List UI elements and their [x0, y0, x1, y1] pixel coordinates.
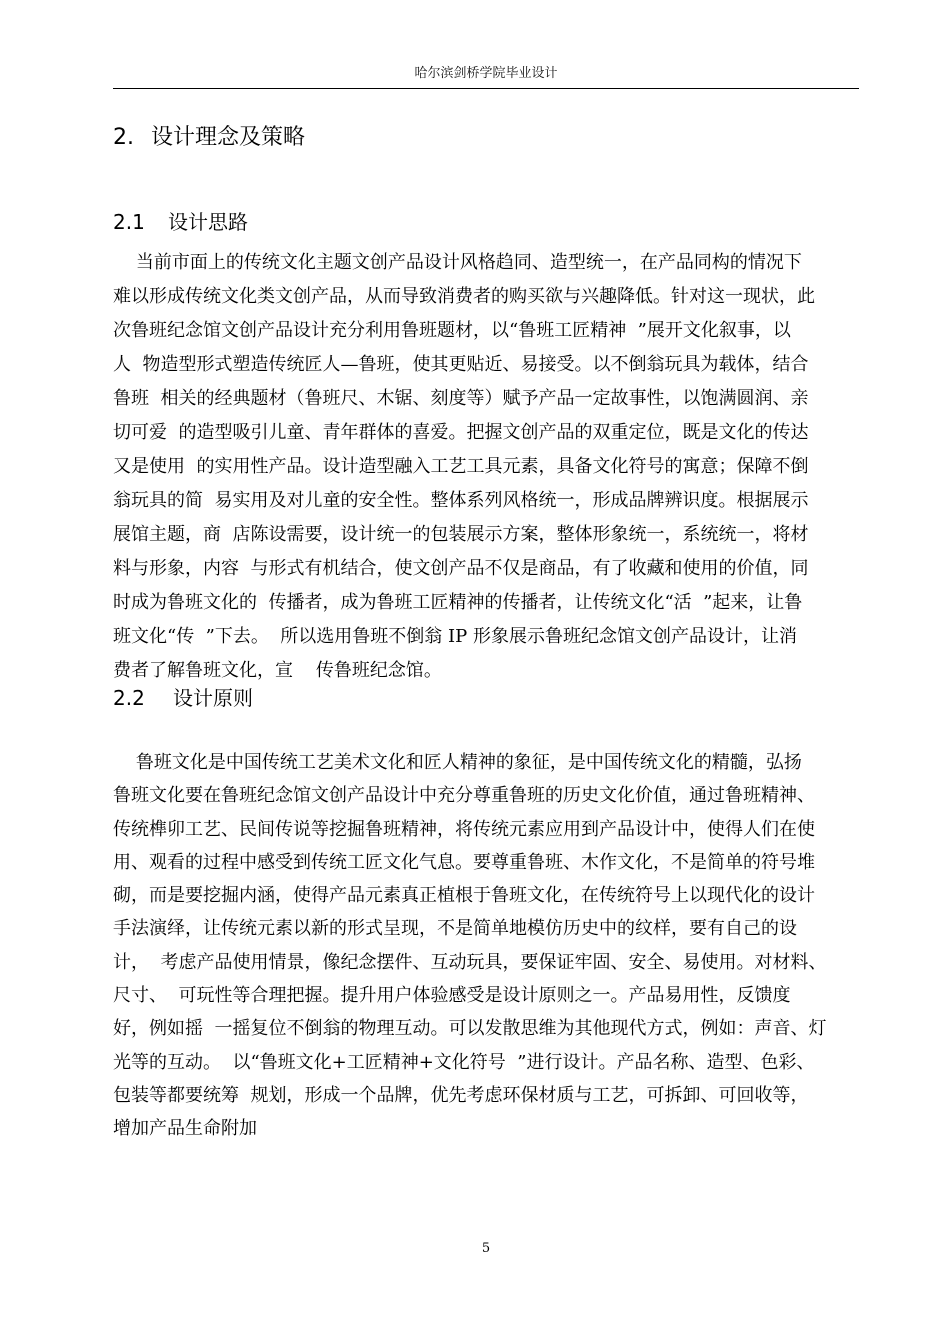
header-divider — [113, 88, 859, 89]
section-heading — [113, 123, 305, 153]
text-line: 时成为鲁班文化的 传播者，成为鲁班工匠精神的传播者，让传统文化“活 ”起来，让鲁 — [113, 592, 803, 613]
page-header: 哈尔滨剑桥学院毕业设计 — [414, 66, 558, 81]
text-line: 班文化“传 ”下去。 所以选用鲁班不倒翁 IP 形象展示鲁班纪念馆文创产品设计，让消 — [113, 626, 797, 647]
text-line: 包装等都要统筹 规划，形成一个品牌，优先考虑环保材质与工艺，可拆卸、可回收等， — [113, 1084, 809, 1106]
paragraph-design-concept — [113, 246, 861, 688]
text-line: 增加产品生命附加 — [113, 1118, 257, 1140]
text-line: 尺寸、 可玩性等合理把握。提升用户体验感受是设计原则之一。产品易用性，反馈度 — [113, 985, 791, 1007]
section-title: 设计理念及策略 — [151, 125, 306, 150]
text-line: 传统榫卯工艺、民间传说等挖掘鲁班精神，将传统元素应用到产品设计中，使得人们在使 — [113, 818, 815, 840]
subsection-number: 2.1 — [113, 210, 145, 234]
subsection-title: 设计思路 — [168, 210, 248, 234]
text-line: 费者了解鲁班文化，宣 传鲁班纪念馆。 — [113, 660, 442, 681]
text-line: 鲁班文化是中国传统工艺美术文化和匠人精神的象征，是中国传统文化的精髓，弘扬 — [113, 752, 802, 773]
text-line: 手法演绎，让传统元素以新的形式呈现，不是简单地模仿历史中的纹样，要有自己的设 — [113, 918, 797, 940]
page-number: 5 — [481, 1241, 491, 1256]
subsection-heading-design-principles — [113, 683, 253, 713]
text-line: 人 物造型形式塑造传统匠人—鲁班，使其更贴近、易接受。以不倒翁玩具为载体，结合 — [113, 354, 809, 375]
subsection-title: 设计原则 — [173, 686, 253, 710]
text-line: 光等的互动。 以“鲁班文化+工匠精神+文化符号 ”进行设计。产品名称、造型、色彩、 — [113, 1051, 815, 1073]
paragraph-design-principles — [113, 746, 861, 1146]
text-line: 切可爱 的造型吸引儿童、青年群体的喜爱。把握文创产品的双重定位，既是文化的传达 — [113, 422, 809, 443]
text-line: 料与形象，内容 与形式有机结合，使文创产品不仅是商品，有了收藏和使用的价值，同 — [113, 558, 809, 579]
text-line: 砌，而是要挖掘内涵，使得产品元素真正植根于鲁班文化，在传统符号上以现代化的设计 — [113, 885, 815, 907]
text-line: 鲁班文化要在鲁班纪念馆文创产品设计中充分尊重鲁班的历史文化价值，通过鲁班精神、 — [113, 785, 815, 807]
text-line: 计， 考虑产品使用情景，像纪念摆件、互动玩具，要保证牢固、安全、易使用。对材料、 — [113, 951, 827, 973]
text-line: 好，例如摇 一摇复位不倒翁的物理互动。可以发散思维为其他现代方式，例如：声音、灯 — [113, 1018, 827, 1040]
text-line: 用、观看的过程中感受到传统工匠文化气息。要尊重鲁班、木作文化，不是简单的符号堆 — [113, 851, 815, 873]
subsection-number: 2.2 — [113, 686, 145, 710]
section-number: 2. — [113, 125, 134, 150]
text-line: 难以形成传统文化类文创产品，从而导致消费者的购买欲与兴趣降低。针对这一现状，此 — [113, 286, 815, 307]
subsection-heading-design-concept — [113, 207, 248, 237]
text-line: 翁玩具的简 易实用及对儿童的安全性。整体系列风格统一，形成品牌辨识度。根据展示 — [113, 490, 809, 511]
text-line: 鲁班 相关的经典题材（鲁班尺、木锯、刻度等）赋予产品一定故事性，以饱满圆润、亲 — [113, 388, 809, 409]
text-line: 次鲁班纪念馆文创产品设计充分利用鲁班题材，以“鲁班工匠精神 ”展开文化叙事，以 — [113, 320, 791, 341]
text-line: 又是使用 的实用性产品。设计造型融入工艺工具元素，具备文化符号的寓意；保障不倒 — [113, 456, 809, 477]
text-line: 当前市面上的传统文化主题文创产品设计风格趋同、造型统一，在产品同构的情况下 — [113, 252, 802, 273]
text-line: 展馆主题，商 店陈设需要，设计统一的包装展示方案，整体形象统一，系统统一，将材 — [113, 524, 809, 545]
